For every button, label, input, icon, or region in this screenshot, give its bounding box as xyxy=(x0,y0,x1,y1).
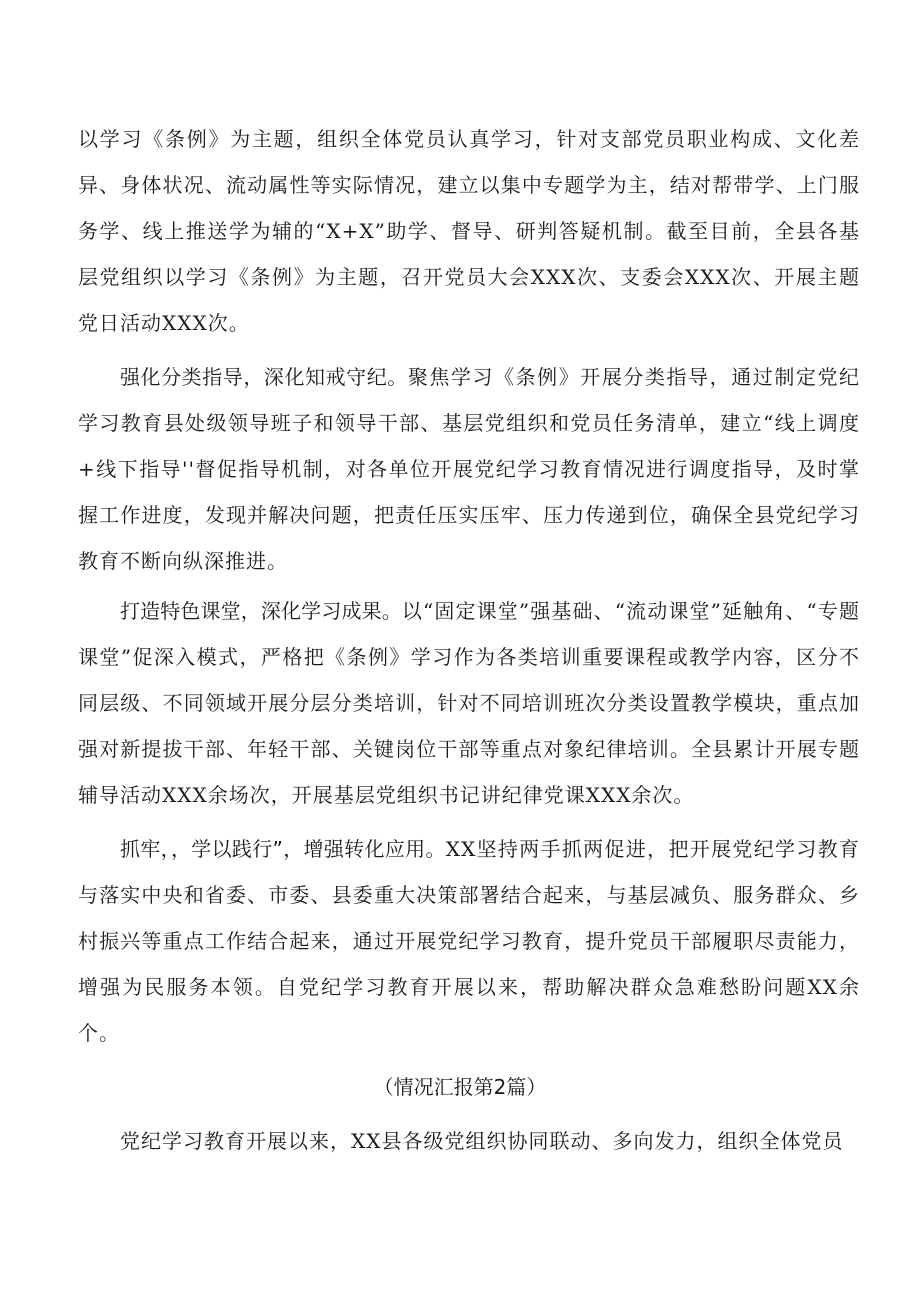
paragraph-3-text: 以“固定课堂”强基础、“流动课堂”延触角、“专题课堂”促深入模式，严格把《条例》学习作为各类培训重要课程或教学内容，区分不同层级、不同领域开展分层分类培训，针对不同培训班次分类设置教学模块，重点加强对新提拔干部、年轻干部、关键岗位干部等重点对象纪律培训。全县累计开展专题辅导活动XXX余场次，开展基层党组织书记讲纪律党课XXX余次。 xyxy=(78,599,861,807)
paragraph-5 xyxy=(78,1118,860,1164)
paragraph-3 xyxy=(78,588,860,818)
paragraph-2-text: 聚焦学习《条例》开展分类指导，通过制定党纪学习教育县处级领导班子和领导干部、基层党组织和党员任务清单，建立“线上调度+线下指导''督促指导机制，对各单位开展党纪学习教育情况进行调度指导，及时掌握工作进度，发现并解决问题，把责任压实压牢、压力传递到位，确保全县党纪学习教育不断向纵深推进。 xyxy=(78,365,861,573)
paragraph-3-lead: 打造特色课堂，深化学习成果。 xyxy=(120,599,402,623)
paragraph-5-text: 党纪学习教育开展以来，XX县各级党组织协同联动、多向发力，组织全体党员 xyxy=(120,1129,844,1153)
paragraph-4-text: XX坚持两手抓两促进，把开展党纪学习教育与落实中央和省委、市委、县委重大决策部署结合起来，与基层减负、服务群众、乡村振兴等重点工作结合起来，通过开展党纪学习教育，提升党员干部履职尽责能力，增强为民服务本领。自党纪学习教育开展以来，帮助解决群众急难愁盼问题XX余个。 xyxy=(78,837,860,1045)
paragraph-1-text: 以学习《条例》为主题，组织全体党员认真学习，针对支部党员职业构成、文化差异、身体状况、流动属性等实际情况，建立以集中专题学为主，结对帮带学、上门服务学、线上推送学为辅的“X+X”助学、督导、研判答疑机制。截至目前，全县各基层党组织以学习《条例》为主题，召开党员大会XXX次、支委会XXX次、开展主题党日活动XXX次。 xyxy=(78,127,860,335)
section-heading: （情况汇报第2篇） xyxy=(373,1075,547,1099)
paragraph-2-lead: 强化分类指导，深化知戒守纪。 xyxy=(120,365,408,389)
paragraph-4-lead: 抓牢，，学以践行”，增强转化应用。 xyxy=(120,837,446,861)
paragraph-4 xyxy=(78,826,860,1056)
paragraph-1 xyxy=(78,116,860,346)
paragraph-2 xyxy=(78,354,860,584)
